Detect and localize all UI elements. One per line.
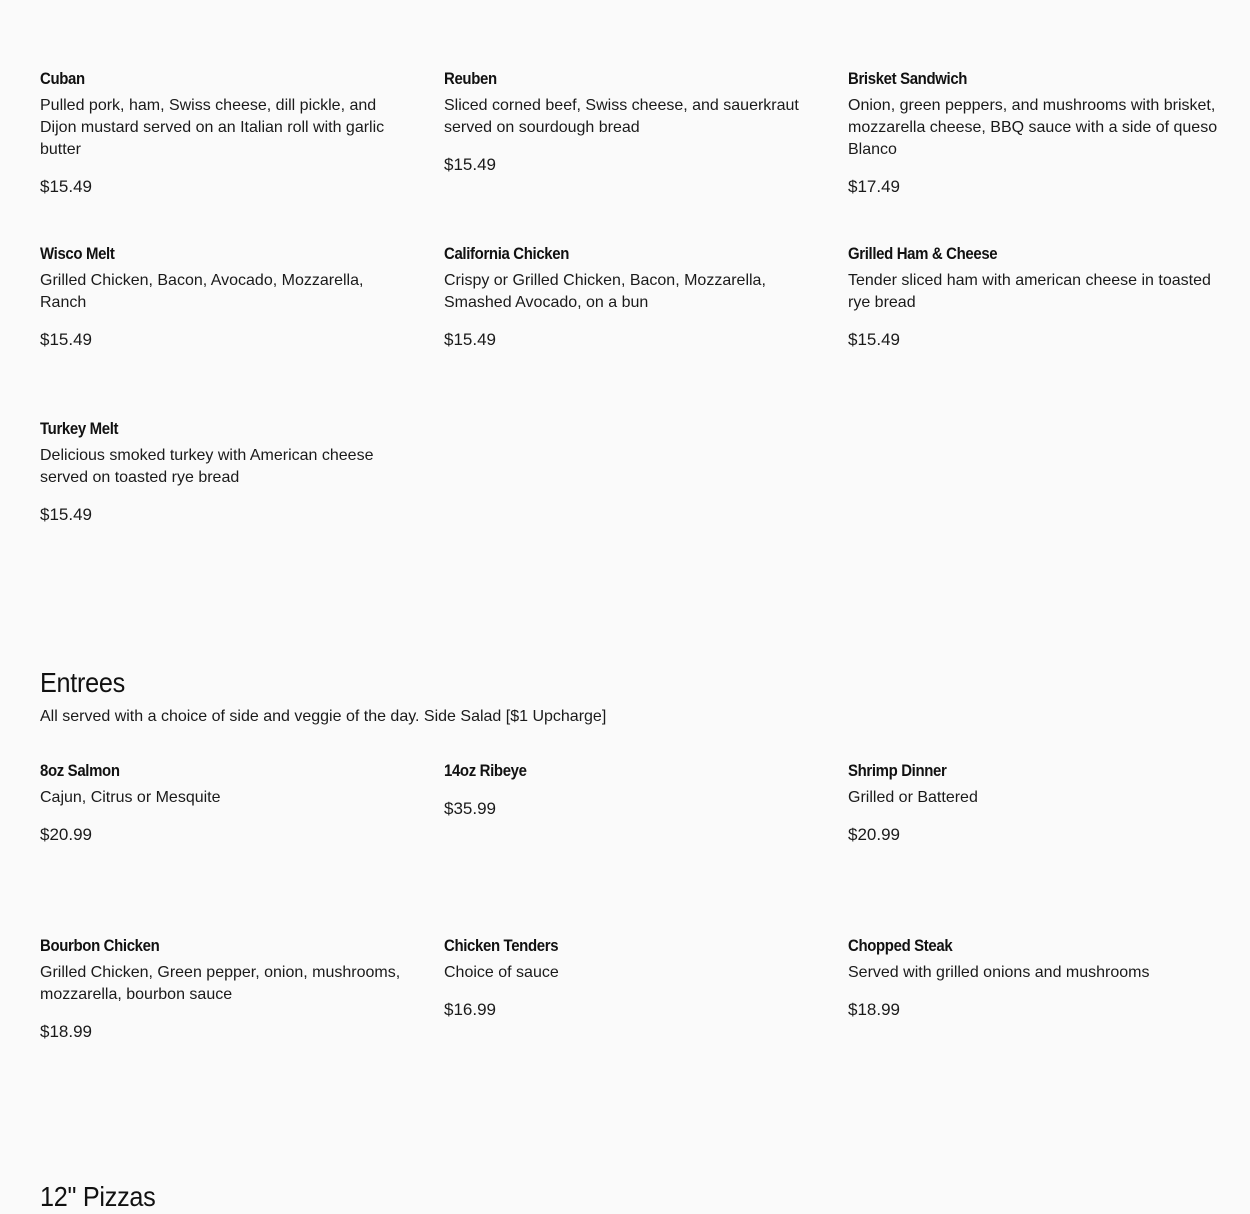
item-description: Cajun, Citrus or Mesquite [40,789,221,806]
sandwich-item-wisco-melt [40,244,410,350]
item-name: Brisket Sandwich [848,69,968,88]
item-name: Turkey Melt [40,419,119,438]
item-name: 8oz Salmon [40,761,120,780]
sandwich-item-california-chicken [444,244,814,350]
sandwich-item-brisket [848,69,1218,197]
item-price: $15.49 [40,330,92,349]
sandwich-item-turkey-melt [40,419,410,525]
entree-item-ribeye [444,761,814,819]
entree-item-chopped-steak [848,936,1218,1020]
item-name: Chicken Tenders [444,936,559,955]
item-price: $15.49 [444,155,496,174]
item-name: 14oz Ribeye [444,761,527,780]
item-description: Grilled Chicken, Green pepper, onion, mushrooms, mozzarella, bourbon sauce [40,964,401,1003]
item-description: Pulled pork, ham, Swiss cheese, dill pickle, and Dijon mustard served on an Italian roll with garlic butter [40,97,385,158]
item-name: Wisco Melt [40,244,115,263]
item-name: Cuban [40,69,85,88]
entree-item-salmon [40,761,410,845]
sandwich-item-grilled-ham-cheese [848,244,1218,350]
entree-item-shrimp-dinner [848,761,1218,845]
item-name: Grilled Ham & Cheese [848,244,998,263]
entree-item-chicken-tenders [444,936,814,1020]
sandwich-item-cuban [40,69,410,197]
section-note-entrees: All served with a choice of side and veggie of the day. Side Salad [$1 Upcharge] [40,708,607,725]
item-description: Grilled or Battered [848,789,978,806]
item-description: Served with grilled onions and mushrooms [848,964,1150,981]
section-title-entrees: Entrees [40,667,125,698]
item-name: Chopped Steak [848,936,953,955]
item-description: Onion, green peppers, and mushrooms with brisket, mozzarella cheese, BBQ sauce with a side of queso Blanco [848,97,1218,158]
item-price: $16.99 [444,1000,496,1019]
item-name: Reuben [444,69,497,88]
item-name: California Chicken [444,244,570,263]
item-price: $20.99 [40,825,92,844]
item-price: $15.49 [40,505,92,524]
sandwich-item-reuben [444,69,814,175]
entree-item-bourbon-chicken [40,936,410,1042]
item-description: Grilled Chicken, Bacon, Avocado, Mozzarella, Ranch [40,272,364,311]
item-price: $15.49 [848,330,900,349]
section-title-pizzas: 12" Pizzas [40,1181,156,1212]
item-description: Choice of sauce [444,964,559,981]
item-description: Crispy or Grilled Chicken, Bacon, Mozzarella, Smashed Avocado, on a bun [444,272,766,311]
item-description: Tender sliced ham with american cheese in toasted rye bread [848,272,1211,311]
item-description: Sliced corned beef, Swiss cheese, and sauerkraut served on sourdough bread [444,97,799,136]
item-name: Shrimp Dinner [848,761,947,780]
item-price: $15.49 [40,177,92,196]
item-price: $35.99 [444,799,496,818]
item-price: $15.49 [444,330,496,349]
item-price: $17.49 [848,177,900,196]
item-name: Bourbon Chicken [40,936,160,955]
item-description: Delicious smoked turkey with American cheese served on toasted rye bread [40,447,374,486]
item-price: $18.99 [40,1022,92,1041]
item-price: $18.99 [848,1000,900,1019]
item-price: $20.99 [848,825,900,844]
